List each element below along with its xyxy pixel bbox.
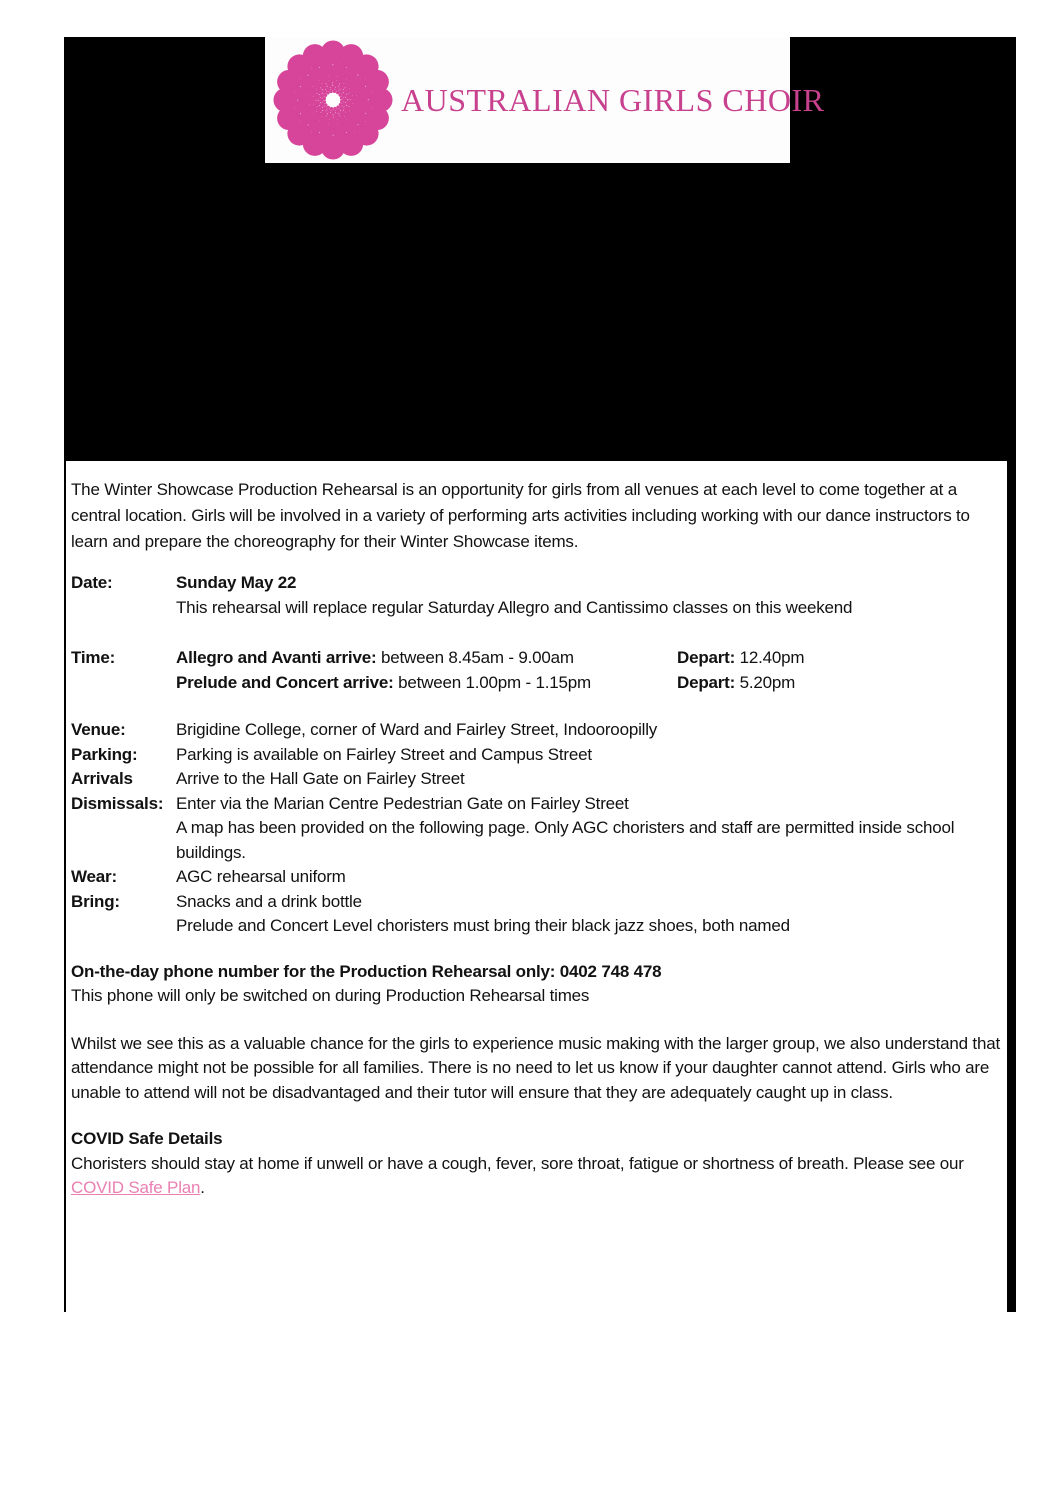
info-value: AGC rehearsal uniform (176, 867, 346, 886)
choir-flower-logo-icon (271, 38, 395, 162)
info-label: Dismissals: (71, 793, 164, 813)
choir-wordmark: AUSTRALIAN GIRLS CHOIR (401, 81, 825, 118)
info-value: Snacks and a drink bottle (176, 891, 362, 911)
time-line (176, 645, 1003, 670)
info-label: Arrivals (71, 769, 133, 788)
info-value: Prelude and Concert Level choristers must bring their black jazz shoes, both named (176, 916, 790, 935)
covid-section (71, 1127, 1003, 1201)
depart-info (677, 670, 1003, 695)
arrival-times: between 8.45am - 9.00am (376, 648, 574, 667)
info-row-dismissals (71, 792, 1003, 817)
depart-label: Depart: (677, 648, 736, 667)
letter-content-box (64, 37, 1016, 1312)
time-label: Time: (71, 648, 116, 667)
phone-number-line: On-the-day phone number for the Production Rehearsal only: 0402 748 478 (71, 961, 662, 981)
arrival-times: between 1.00pm - 1.15pm (393, 673, 591, 692)
info-row-venue (71, 718, 1003, 743)
date-row (71, 570, 1003, 620)
arrival-window (176, 645, 677, 670)
info-row-wear (71, 865, 1003, 890)
info-label: Wear: (71, 867, 117, 886)
agc-logo-plate (265, 37, 825, 163)
info-value: Parking is available on Fairley Street and Campus Street (176, 744, 592, 764)
date-note: This rehearsal will replace regular Saturday Allegro and Cantissimo classes on this weekend (176, 598, 853, 617)
covid-body-period: . (200, 1178, 205, 1197)
covid-body (71, 1152, 1003, 1201)
info-row-parking (71, 743, 1003, 768)
phone-note: This phone will only be switched on during Production Rehearsal times (71, 986, 590, 1005)
info-label: Parking: (71, 744, 138, 764)
depart-time: 12.40pm (735, 648, 805, 667)
depart-info (677, 645, 1003, 670)
info-value: Arrive to the Hall Gate on Fairley Street (176, 769, 465, 788)
info-value: A map has been provided on the following page. Only AGC choristers and staff are permitted inside school buildings. (176, 818, 955, 862)
date-value: Sunday May 22 (176, 573, 297, 592)
time-value-cell (176, 645, 1003, 695)
info-label: Venue: (71, 720, 126, 739)
info-value: Enter via the Marian Centre Pedestrian Gate on Fairley Street (176, 793, 629, 813)
arrival-window (176, 670, 677, 695)
time-row (71, 645, 1003, 695)
info-row-shoes-note (71, 914, 1003, 939)
date-label: Date: (71, 573, 113, 592)
venue-details (71, 718, 1003, 939)
group-name: Allegro and Avanti arrive: (176, 648, 377, 667)
covid-heading: COVID Safe Details (71, 1129, 223, 1148)
group-name: Prelude and Concert arrive: (176, 673, 394, 692)
attendance-paragraph: Whilst we see this as a valuable chance for the girls to experience music making with the larger group, we also understand that attendance might not be possible for all families. There is no need to let us know if your daughter cannot attend. Girls who are unable to attend will not be disadvantaged and their tutor will ensure that they are adequately caught up in class. (71, 1033, 1000, 1102)
depart-time: 5.20pm (735, 673, 796, 692)
info-row-map-note (71, 816, 1003, 865)
info-label (71, 816, 176, 865)
info-label: Bring: (71, 891, 120, 911)
redacted-header-band (66, 37, 1007, 461)
info-value: Brigidine College, corner of Ward and Fairley Street, Indooroopilly (176, 720, 658, 739)
covid-body-text: Choristers should stay at home if unwell or have a cough, fever, sore throat, fatigue or shortness of breath. Please see our (71, 1153, 964, 1173)
time-line (176, 670, 1003, 695)
info-row-bring (71, 890, 1003, 915)
date-value-cell (176, 570, 1003, 620)
letter-body (66, 461, 1007, 1201)
info-label (71, 914, 176, 939)
depart-label: Depart: (677, 673, 736, 692)
info-row-arrivals (71, 767, 1003, 792)
covid-safe-plan-link[interactable]: COVID Safe Plan (71, 1178, 201, 1197)
intro-paragraph: The Winter Showcase Production Rehearsal is an opportunity for girls from all venues at each level to come together at a central location. Girls will be involved in a variety of performing arts activities including working with our dance instructors to learn and prepare the choreography for their Winter Showcase items. (71, 480, 970, 551)
